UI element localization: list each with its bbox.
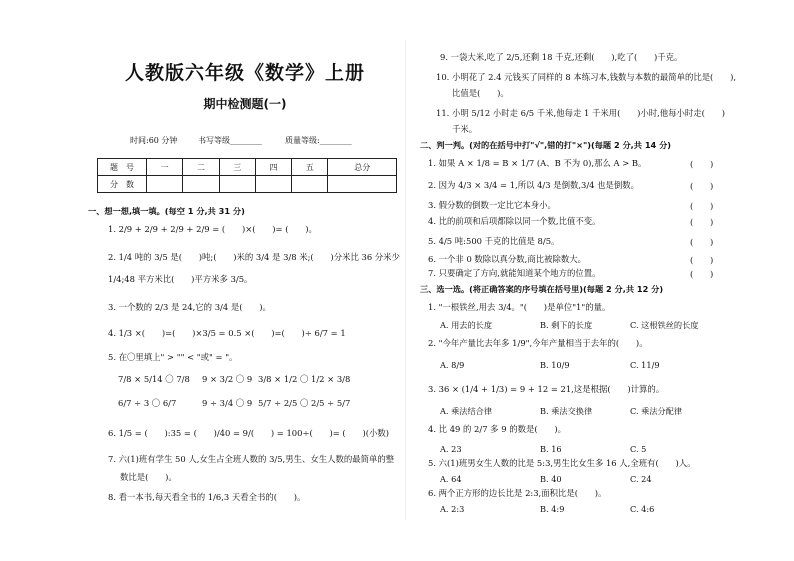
question-4: 4. 1/3 ×( )=( )×3/5 = 0.5 ×( )=( )÷ 6/7 = 1 — [108, 328, 346, 338]
choice-option[interactable]: B. 剩下的长度 — [540, 320, 593, 330]
question-7-line-2: 数比是( )。 — [120, 472, 177, 482]
table-cell: 四 — [255, 159, 291, 176]
compare-item: 3/8 × 1/2 〇 1/2 × 3/8 — [258, 374, 351, 384]
table-cell: 五 — [292, 159, 328, 176]
answer-blank[interactable]: ( ) — [690, 237, 714, 247]
answer-blank[interactable]: ( ) — [690, 269, 714, 279]
choice-option[interactable]: A. 64 — [440, 474, 462, 484]
table-cell: 二 — [183, 159, 219, 176]
choice-question-1: 1. "一根铁丝,用去 3/4。"( )是单位"1"的量。 — [428, 302, 611, 312]
compare-item: 9 ÷ 3/4 〇 9 — [202, 398, 253, 408]
choice-option[interactable]: C. 乘法分配律 — [630, 406, 683, 416]
question-9: 9. 一袋大米,吃了 2/5,还剩 18 千克,还剩( ),吃了( )千克。 — [440, 52, 683, 62]
choice-option[interactable]: C. 11/9 — [630, 360, 660, 370]
judge-item: 2. 因为 4/3 × 3/4 = 1,所以 4/3 是倒数,3/4 也是倒数。 — [428, 180, 640, 190]
choice-question-4: 4. 比 49 的 2/7 多 9 的数是( )。 — [428, 424, 566, 434]
answer-blank[interactable]: ( ) — [690, 255, 714, 265]
score-cell[interactable] — [219, 176, 255, 193]
choice-option[interactable]: A. 用去的长度 — [440, 320, 493, 330]
question-11-line-1: 11. 小明 5/12 小时走 6/5 千米,他每走 1 千米用( )小时,他每小时走( ) — [436, 108, 725, 118]
table-cell: 一 — [147, 159, 183, 176]
choice-option[interactable]: C. 4:6 — [630, 504, 655, 514]
question-1: 1. 2/9 + 2/9 + 2/9 + 2/9 = ( )×( )= ( )。 — [108, 224, 317, 234]
choice-option[interactable]: C. 5 — [630, 444, 647, 454]
table-cell: 总分 — [328, 159, 397, 176]
judge-item: 4. 比的前项和后项都除以同一个数,比值不变。 — [428, 216, 601, 226]
table-cell: 分 数 — [98, 176, 147, 193]
question-11-line-2: 千米。 — [452, 124, 478, 134]
column-divider — [405, 40, 406, 520]
quality-grade: 质量等级:________ — [285, 136, 352, 145]
section-2-heading: 二、判一判。(对的在括号中打"√",错的打"×")(每题 2 分,共 14 分) — [420, 140, 672, 150]
answer-blank[interactable]: ( ) — [690, 159, 714, 169]
question-2-line-1: 2. 1/4 吨的 3/5 是( )吨;( )米的 3/4 是 3/8 米;( )分米比 36 分米少 — [108, 252, 400, 262]
score-cell[interactable] — [292, 176, 328, 193]
writing-grade: 书写等级________ — [198, 136, 262, 145]
choice-option[interactable]: B. 10/9 — [540, 360, 570, 370]
compare-item: 7/8 × 5/14 〇 7/8 — [118, 374, 190, 384]
answer-blank[interactable]: ( ) — [690, 217, 714, 227]
answer-blank[interactable]: ( ) — [690, 181, 714, 191]
question-10-line-2: 比值是( )。 — [452, 88, 509, 98]
judge-item: 1. 如果 A × 1/8 = B × 1/7 (A、B 不为 0),那么 A > B。 — [428, 158, 647, 168]
score-table — [97, 158, 397, 193]
score-cell[interactable] — [147, 176, 183, 193]
choice-option[interactable]: B. 16 — [540, 444, 562, 454]
choice-question-2: 2. "今年产量比去年多 1/9",今年产量相当于去年的( )。 — [428, 338, 648, 348]
judge-item: 6. 一个非 0 数除以真分数,商比被除数大。 — [428, 254, 586, 264]
question-2-line-2: 1/4;48 平方米比( )平方米多 3/5。 — [108, 274, 253, 284]
choice-question-3: 3. 36 × (1/4 + 1/3) = 9 + 12 = 21,这是根据( )计算的。 — [428, 384, 665, 394]
table-cell: 题 号 — [98, 159, 147, 176]
score-table-header-row — [98, 159, 397, 176]
choice-option[interactable]: A. 23 — [440, 444, 462, 454]
question-5: 5. 在〇里填上" > "" < "或" = "。 — [108, 352, 238, 362]
choice-option[interactable]: A. 乘法结合律 — [440, 406, 493, 416]
choice-option[interactable]: B. 40 — [540, 474, 562, 484]
table-cell: 三 — [219, 159, 255, 176]
question-6: 6. 1/5 = ( ):35 = ( )/40 = 9/( ) = 100÷( )= ( )(小数) — [108, 428, 389, 438]
choice-question-5: 5. 六(1)班男女生人数的比是 5:3,男生比女生多 16 人,全班有( )人。 — [428, 458, 696, 468]
section-3-heading: 三、选一选。(将正确答案的序号填在括号里)(每题 2 分,共 12 分) — [420, 284, 664, 294]
compare-item: 6/7 ÷ 3 〇 6/7 — [118, 398, 177, 408]
choice-option[interactable]: C. 这根铁丝的长度 — [630, 320, 699, 330]
judge-item: 5. 4/5 吨:500 千克的比值是 8/5。 — [428, 236, 560, 246]
choice-option[interactable]: B. 乘法交换律 — [540, 406, 593, 416]
judge-item: 7. 只要确定了方向,就能知道某个地方的位置。 — [428, 268, 601, 278]
choice-question-6: 6. 两个正方形的边长比是 2:3,面积比是( )。 — [428, 488, 607, 498]
question-7-line-1: 7. 六(1)班有学生 50 人,女生占全班人数的 3/5,男生、女生人数的最简单的整 — [108, 454, 395, 464]
compare-item: 5/7 ÷ 2/5 〇 2/5 ÷ 5/7 — [258, 398, 351, 408]
compare-item: 9 × 3/2 〇 9 — [202, 374, 253, 384]
choice-option[interactable]: A. 2:3 — [440, 504, 465, 514]
judge-item: 3. 假分数的倒数一定比它本身小。 — [428, 200, 556, 210]
exam-title: 人教版六年级《数学》上册 — [124, 62, 365, 84]
time-info: 时间:60 分钟 — [130, 136, 178, 145]
section-1-heading: 一、想一想,填一填。(每空 1 分,共 31 分) — [88, 206, 245, 216]
question-3: 3. 一个数的 2/3 是 24,它的 3/4 是( )。 — [108, 302, 271, 312]
score-cell[interactable] — [183, 176, 219, 193]
answer-blank[interactable]: ( ) — [690, 201, 714, 211]
score-cell[interactable] — [255, 176, 291, 193]
choice-option[interactable]: B. 4:9 — [540, 504, 565, 514]
score-table-score-row — [98, 176, 397, 193]
choice-option[interactable]: C. 24 — [630, 474, 652, 484]
question-8: 8. 看一本书,每天看全书的 1/6,3 天看全书的( )。 — [108, 492, 306, 502]
choice-option[interactable]: A. 8/9 — [440, 360, 465, 370]
question-10-line-1: 10. 小明花了 2.4 元钱买了同样的 8 本练习本,钱数与本数的最简单的比是( ), — [436, 72, 737, 82]
score-cell[interactable] — [328, 176, 397, 193]
exam-subtitle: 期中检测题(一) — [203, 97, 287, 111]
